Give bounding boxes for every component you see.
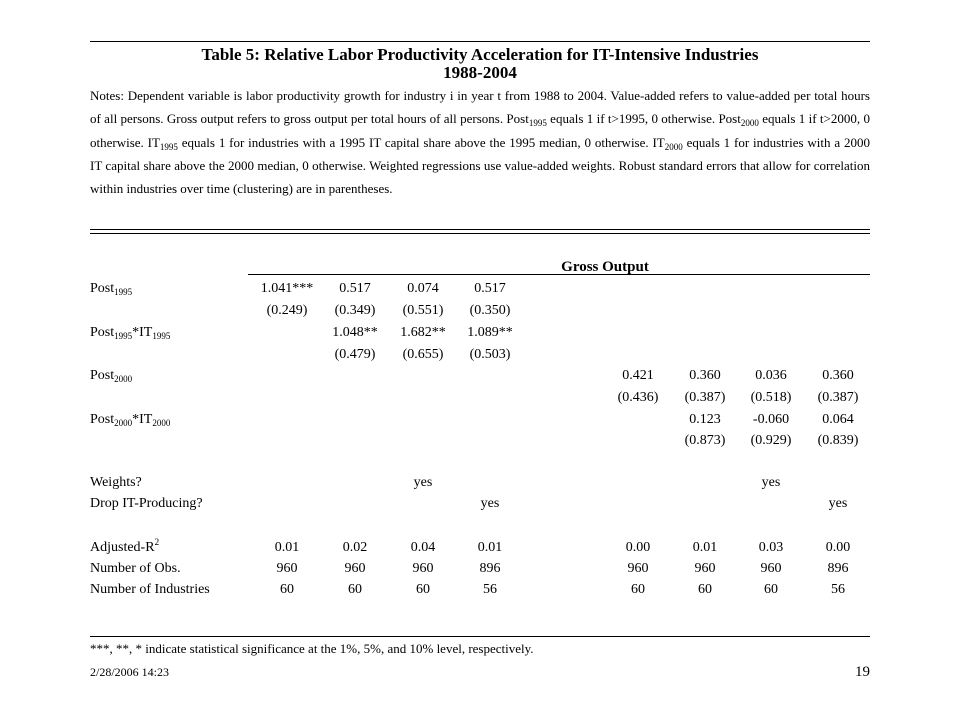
table-cell-nobs-col2: 960 [344, 561, 366, 576]
row-label-weights: Weights? [90, 475, 142, 490]
table-cell-post1995-col3: 0.074 [407, 281, 439, 296]
page-number: 19 [855, 664, 870, 680]
row-label-post2000-it2000: $Post_{2000}*IT_{2000}$ [90, 412, 171, 428]
table-cell-post1995-it-se-col3: (0.655) [402, 347, 444, 362]
table-cell-post1995-col4: 0.517 [474, 281, 506, 296]
table-cell-weights-col7: yes [761, 475, 781, 490]
table-cell-adjr2-col3: 0.04 [410, 540, 436, 555]
table-cell-post1995-se-col1: (0.249) [266, 303, 308, 318]
table-cell-adjr2-col5: 0.00 [625, 540, 651, 555]
table-cell-nobs-col4: 896 [479, 561, 501, 576]
table-cell-post1995-col2: 0.517 [339, 281, 371, 296]
table-cell-post2000-se-col7: (0.518) [750, 390, 792, 405]
table-cell-adjr2-col1: 0.01 [274, 540, 300, 555]
table-cell-nobs-col5: 960 [627, 561, 649, 576]
row-label-adjusted-r2: Adjusted-$R^2$ [90, 537, 160, 555]
table-cell-post2000-it-col8: 0.064 [822, 412, 854, 427]
table-cell-nind-col3: 60 [416, 582, 430, 597]
table-cell-adjr2-col4: 0.01 [477, 540, 503, 555]
table-cell-nind-col8: 56 [831, 582, 845, 597]
table-cell-nobs-col6: 960 [694, 561, 716, 576]
table-notes: Notes: Dependent variable is labor productivity growth for industry i in year t from 1988 to 2004. Value-added refers to value-added per total hours of all persons. Gross output refers to gross output per total hours of all persons. Post$_{1995}$ equals 1 if t>1995, 0 otherwise. Post$_{2000}$ equals 1 if t>2000, 0 otherwise. $IT_{1995}$ equals 1 for industries with a 1995 IT capital share above the 1995 median, 0 otherwise. $IT_{2000}$ equals 1 for industries with a 2000 IT capital share above the 2000 median, 0 otherwise. Weighted regressions use value-added weights. Robust standard errors that allow for correlation within industries over time (clustering) are in parentheses. [90, 88, 870, 197]
table-cell-post1995-se-col3: (0.551) [402, 303, 444, 318]
table-title-years: 1988-2004 [443, 63, 517, 82]
table-cell-post2000-it-se-col8: (0.839) [817, 433, 859, 448]
table-cell-drop-col4: yes [480, 496, 500, 511]
table-cell-post2000-se-col5: (0.436) [617, 390, 659, 405]
row-label-number-of-industries: Number of Industries [90, 582, 210, 597]
bottom-rule [90, 636, 870, 637]
table-cell-nind-col1: 60 [280, 582, 294, 597]
table-cell-nobs-col1: 960 [276, 561, 298, 576]
table-cell-post2000-col6: 0.360 [689, 368, 721, 383]
table-cell-nind-col7: 60 [764, 582, 778, 597]
table-cell-nind-col5: 60 [631, 582, 645, 597]
table-cell-post1995-col1: 1.041*** [260, 281, 314, 296]
row-label-post1995: Post$_{1995}$ [90, 281, 133, 297]
table-cell-post1995-se-col4: (0.350) [469, 303, 511, 318]
table-cell-nind-col2: 60 [348, 582, 362, 597]
table-cell-post2000-se-col8: (0.387) [817, 390, 859, 405]
table-cell-post1995-it-se-col4: (0.503) [469, 347, 511, 362]
table-cell-adjr2-col7: 0.03 [758, 540, 784, 555]
column-group-header: Gross Output [561, 259, 649, 275]
table-cell-post2000-it-col7: -0.060 [752, 412, 790, 427]
table-top-double-rule [90, 229, 870, 234]
significance-footnote: ***, **, * indicate statistical significance at the 1%, 5%, and 10% level, respectively. [90, 641, 534, 656]
table-cell-drop-col8: yes [828, 496, 848, 511]
table-cell-post2000-it-col6: 0.123 [689, 412, 721, 427]
table-cell-post1995-it-se-col2: (0.479) [334, 347, 376, 362]
table-cell-nobs-col7: 960 [760, 561, 782, 576]
table-cell-nind-col4: 56 [483, 582, 497, 597]
table-cell-post2000-col8: 0.360 [822, 368, 854, 383]
table-cell-post2000-se-col6: (0.387) [684, 390, 726, 405]
table-cell-post2000-col5: 0.421 [622, 368, 654, 383]
row-label-post1995-it1995: $Post_{1995}*IT_{1995}$ [90, 325, 171, 341]
table-cell-post2000-col7: 0.036 [755, 368, 787, 383]
table-title: Table 5: Relative Labor Productivity Acceleration for IT-Intensive Industries [201, 45, 759, 64]
table-cell-nobs-col8: 896 [827, 561, 849, 576]
table-cell-adjr2-col2: 0.02 [342, 540, 368, 555]
row-label-number-of-obs: Number of Obs. [90, 561, 181, 576]
table-cell-post1995-it-col2: 1.048** [332, 325, 378, 340]
row-label-drop-it-producing: Drop IT-Producing? [90, 496, 203, 511]
row-label-post2000: Post$_{2000}$ [90, 368, 133, 384]
top-rule [90, 41, 870, 42]
table-cell-post2000-it-se-col6: (0.873) [684, 433, 726, 448]
table-cell-nind-col6: 60 [698, 582, 712, 597]
table-cell-post1995-it-col4: 1.089** [467, 325, 513, 340]
table-cell-weights-col3: yes [413, 475, 433, 490]
table-cell-nobs-col3: 960 [412, 561, 434, 576]
table-cell-post1995-se-col2: (0.349) [334, 303, 376, 318]
table-cell-adjr2-col6: 0.01 [692, 540, 718, 555]
table-cell-post2000-it-se-col7: (0.929) [750, 433, 792, 448]
table-cell-adjr2-col8: 0.00 [825, 540, 851, 555]
table-cell-post1995-it-col3: 1.682** [400, 325, 446, 340]
header-rule [248, 274, 870, 275]
date-stamp: 2/28/2006 14:23 [90, 665, 170, 679]
